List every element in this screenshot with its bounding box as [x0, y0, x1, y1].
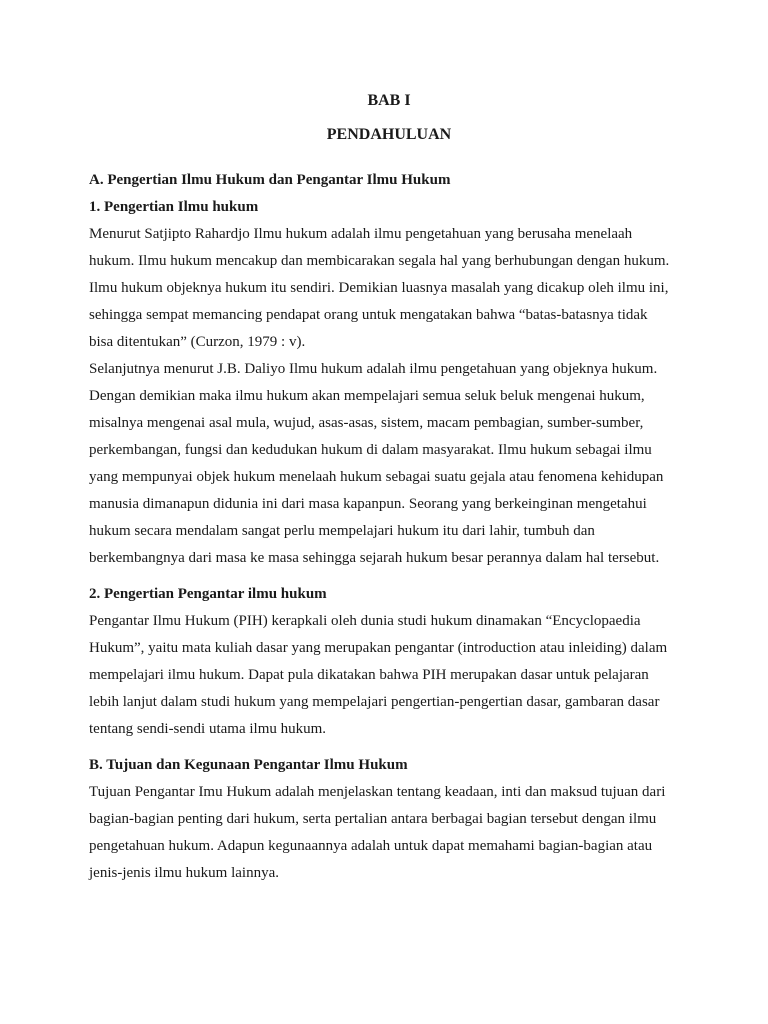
text-line: Tujuan Pengantar Imu Hukum adalah menjelaskan tentang keadaan, inti dan maksud tujuan dari	[89, 784, 666, 800]
subsection-2-heading: 2. Pengertian Pengantar ilmu hukum	[89, 586, 327, 602]
text-line: perkembangan, fungsi dan kedudukan hukum di dalam masyarakat. Ilmu hukum sebagai ilmu	[89, 442, 652, 458]
section-b-heading: B. Tujuan dan Kegunaan Pengantar Ilmu Hukum	[89, 757, 408, 773]
text-line: Pengantar Ilmu Hukum (PIH) kerapkali oleh dunia studi hukum dinamakan “Encyclopaedia	[89, 613, 641, 629]
chapter-title: PENDAHULUAN	[326, 126, 452, 143]
text-line: hukum secara mendalam sangat perlu mempelajari hukum itu dari lahir, tumbuh dan	[89, 523, 595, 539]
text-line: tentang sendi-sendi utama ilmu hukum.	[89, 721, 327, 737]
subsection-1-heading: 1. Pengertian Ilmu hukum	[89, 199, 259, 215]
text-line: bagian-bagian penting dari hukum, serta pertalian antara berbagai bagian tersebut dengan ilmu	[89, 811, 657, 827]
text-line: mempelajari ilmu hukum. Dapat pula dikatakan bahwa PIH merupakan dasar untuk pelajaran	[89, 667, 649, 683]
text-line: misalnya mengenai asal mula, wujud, asas-asas, sistem, macam pembagian, sumber-sumber,	[89, 415, 644, 431]
chapter-number: BAB I	[367, 92, 411, 109]
text-line: manusia dimanapun didunia ini dari masa kapanpun. Seorang yang berkeinginan mengetahui	[89, 496, 647, 512]
text-line: bisa ditentukan” (Curzon, 1979 : v).	[89, 334, 306, 350]
text-line: Ilmu hukum objeknya hukum itu sendiri. Demikian luasnya masalah yang dicakup oleh ilmu ini,	[89, 280, 669, 296]
section-b-body	[89, 779, 689, 887]
text-line: yang mempunyai objek hukum menelaah hukum sebagai suatu gejala atau fenomena kehidupan	[89, 469, 664, 485]
subsection-1-body	[89, 221, 689, 572]
text-line: berkembangnya dari masa ke masa sehingga sejarah hukum besar perannya dalam hal tersebut.	[89, 550, 660, 566]
text-line: pengetahuan hukum. Adapun kegunaannya adalah untuk dapat memahami bagian-bagian atau	[89, 838, 653, 854]
document-page	[89, 91, 689, 887]
subsection-2-body	[89, 608, 689, 743]
text-line: sehingga sempat memancing pendapat orang untuk mengatakan bahwa “batas-batasnya tidak	[89, 307, 648, 323]
text-line: Hukum”, yaitu mata kuliah dasar yang merupakan pengantar (introduction atau inleiding) dalam	[89, 640, 668, 656]
text-line: Dengan demikian maka ilmu hukum akan mempelajari semua seluk beluk mengenai hukum,	[89, 388, 645, 404]
text-line: Menurut Satjipto Rahardjo Ilmu hukum adalah ilmu pengetahuan yang berusaha menelaah	[89, 226, 633, 242]
text-line: lebih lanjut dalam studi hukum yang mempelajari pengertian-pengertian dasar, gambaran dasar	[89, 694, 660, 710]
text-line: jenis-jenis ilmu hukum lainnya.	[89, 865, 279, 881]
text-line: hukum. Ilmu hukum mencakup dan membicarakan segala hal yang berhubungan dengan hukum.	[89, 253, 670, 269]
section-a-heading: A. Pengertian Ilmu Hukum dan Pengantar Ilmu Hukum	[89, 172, 451, 188]
text-line: Selanjutnya menurut J.B. Daliyo Ilmu hukum adalah ilmu pengetahuan yang objeknya hukum.	[89, 361, 658, 377]
